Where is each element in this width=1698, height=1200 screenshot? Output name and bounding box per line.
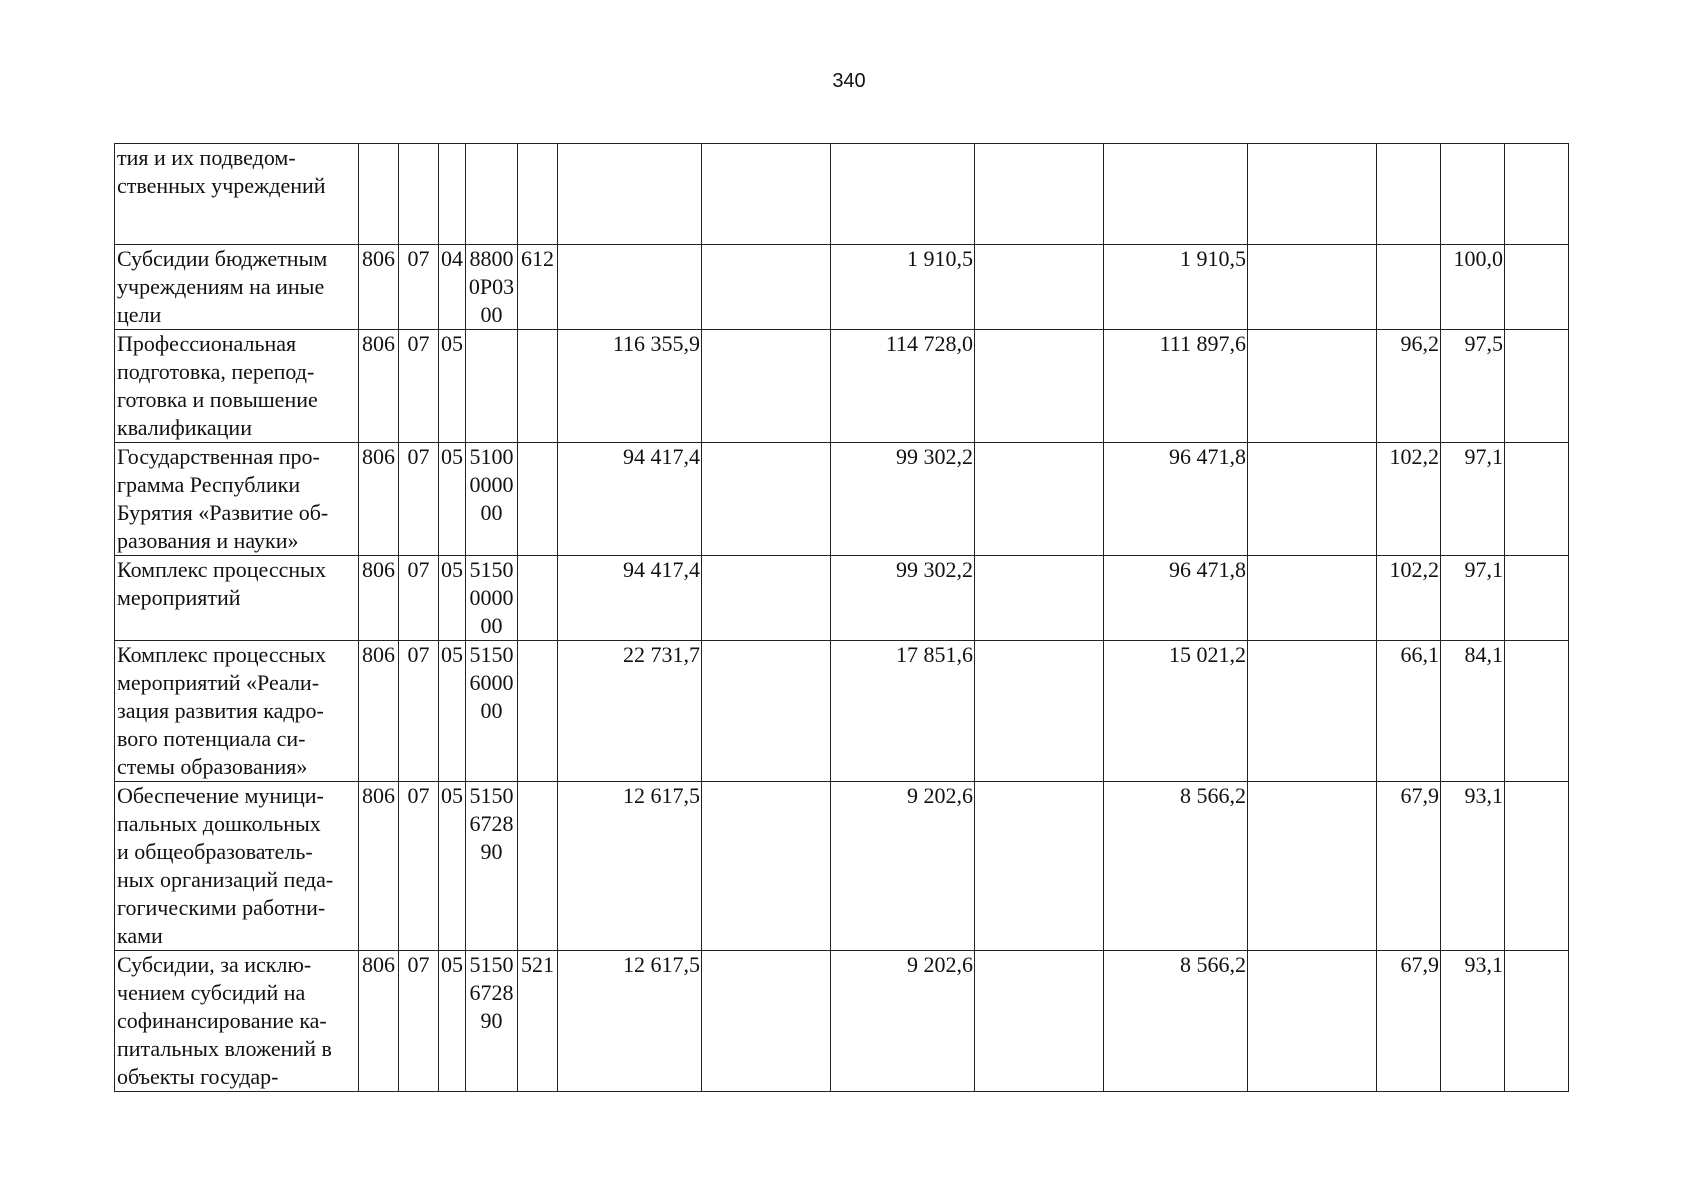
value-cell-v2 [702,782,831,951]
target-article-code-line [466,200,517,228]
page-number: 340 [832,70,866,92]
target-article-code-line [466,144,517,172]
target-article-code-line: 5100 [469,444,514,469]
expense-type-code [518,330,558,443]
table-row [115,144,1633,245]
row-name-line: ных организаций педа- [117,867,334,892]
expense-type-code: 612 [518,245,558,330]
target-article-code-line: 5150 [469,557,514,582]
section-code: 07 [399,782,439,951]
table-row [115,330,1633,443]
target-article-code [466,782,518,951]
value-cell-v9 [1505,782,1569,951]
value-cell-v1: 12 617,5 [558,782,702,951]
target-article-code-line: 90 [480,1008,503,1033]
expense-type-code [518,782,558,951]
ministry-code: 806 [359,245,399,330]
value-cell-v1: 116 355,9 [558,330,702,443]
value-cell-v5: 1 910,5 [1104,245,1248,330]
ministry-code [359,144,399,245]
value-cell-v1 [558,245,702,330]
value-cell-v3: 114 728,0 [831,330,975,443]
value-cell-v4 [975,556,1104,641]
value-cell-v2 [702,443,831,556]
target-article-code-line: 6000 [469,670,514,695]
subsection-code: 05 [439,641,466,782]
target-article-code-line: 8800 [469,246,514,271]
subsection-code: 05 [439,443,466,556]
value-cell-v8: 97,1 [1441,443,1505,556]
value-cell-v9 [1505,245,1569,330]
value-cell-v9 [1505,556,1569,641]
value-cell-v8: 100,0 [1441,245,1505,330]
value-cell-v4 [975,443,1104,556]
row-name-line: Комплекс процессных [117,642,326,667]
value-cell-v9 [1505,443,1569,556]
section-code: 07 [399,330,439,443]
value-cell-v1: 94 417,4 [558,443,702,556]
value-cell-v7: 66,1 [1377,641,1441,782]
subsection-code: 05 [439,951,466,1092]
value-cell-v3: 9 202,6 [831,951,975,1092]
target-article-code [466,443,518,556]
value-cell-v4 [975,951,1104,1092]
row-name-line: Бурятия «Развитие об- [117,500,329,525]
value-cell-v2 [702,144,831,245]
budget-table [114,143,1633,1092]
value-cell-v5: 96 471,8 [1104,556,1248,641]
value-cell-v8 [1441,144,1505,245]
table-row [115,951,1633,1092]
target-article-code [466,951,518,1092]
expense-type-code [518,641,558,782]
value-cell-v3: 9 202,6 [831,782,975,951]
value-cell-v4 [975,144,1104,245]
row-name-line: подготовка, перепод- [117,359,315,384]
value-cell-v5: 8 566,2 [1104,951,1248,1092]
row-name-line: стемы образования» [117,754,308,779]
value-cell-v8: 93,1 [1441,782,1505,951]
section-code: 07 [399,245,439,330]
value-cell-v6 [1248,641,1377,782]
value-cell-v4 [975,782,1104,951]
row-name-line: софинансирование ка- [117,1008,327,1033]
row-name-line: и общеобразователь- [117,839,313,864]
value-cell-v7: 96,2 [1377,330,1441,443]
table-body [115,144,1633,1092]
row-name-line: зация развития кадро- [117,698,324,723]
target-article-code-line: 00 [480,698,503,723]
value-cell-v6 [1248,330,1377,443]
target-article-code-line [466,330,517,358]
subsection-code: 04 [439,245,466,330]
section-code: 07 [399,641,439,782]
row-name-line: учреждениям на иные [117,274,325,299]
target-article-code-line: 00 [480,500,503,525]
value-cell-v2 [702,245,831,330]
row-name-line: объекты государ- [117,1064,279,1089]
value-cell-v3: 99 302,2 [831,556,975,641]
value-cell-v5: 15 021,2 [1104,641,1248,782]
value-cell-v1: 22 731,7 [558,641,702,782]
section-code: 07 [399,556,439,641]
table-row [115,556,1633,641]
ministry-code: 806 [359,782,399,951]
target-article-code-line: 5150 [469,783,514,808]
subsection-code: 05 [439,556,466,641]
target-article-code [466,641,518,782]
target-article-code-line: 6728 [469,980,514,1005]
value-cell-v7 [1377,144,1441,245]
value-cell-v6 [1248,443,1377,556]
value-cell-v5: 96 471,8 [1104,443,1248,556]
row-name-line: Государственная про- [117,444,320,469]
value-cell-v2 [702,556,831,641]
value-cell-v8: 93,1 [1441,951,1505,1092]
value-cell-v9 [1505,330,1569,443]
value-cell-v8: 84,1 [1441,641,1505,782]
row-name-line: Комплекс процессных [117,557,326,582]
value-cell-v2 [702,641,831,782]
target-article-code-line: 0Р03 [468,274,515,299]
value-cell-v9 [1505,144,1569,245]
subsection-code: 05 [439,330,466,443]
subsection-code [439,144,466,245]
expense-type-code [518,556,558,641]
row-name-line: вого потенциала си- [117,726,306,751]
expense-type-code [518,144,558,245]
ministry-code: 806 [359,330,399,443]
value-cell-v9 [1505,641,1569,782]
table-row [115,443,1633,556]
target-article-code-line: 00 [480,613,503,638]
row-name [115,951,359,1092]
expense-type-code [518,443,558,556]
value-cell-v5 [1104,144,1248,245]
section-code: 07 [399,951,439,1092]
value-cell-v5: 8 566,2 [1104,782,1248,951]
row-name-line: ственных учреждений [117,173,326,198]
row-name-line: квалификации [117,415,252,440]
table-row [115,641,1633,782]
section-code [399,144,439,245]
row-name-line: цели [117,302,162,327]
value-cell-v4 [975,330,1104,443]
value-cell-v6 [1248,556,1377,641]
value-cell-v7: 67,9 [1377,951,1441,1092]
target-article-code-line: 00 [480,302,503,327]
value-cell-v3: 1 910,5 [831,245,975,330]
target-article-code-line [466,172,517,200]
row-name-line: ками [117,923,163,948]
target-article-code-line: 0000 [469,472,514,497]
target-article-code [466,330,518,443]
expense-type-code: 521 [518,951,558,1092]
row-name-line: Профессиональная [117,331,297,356]
ministry-code: 806 [359,556,399,641]
value-cell-v8: 97,1 [1441,556,1505,641]
row-name-line: грамма Республики [117,472,301,497]
value-cell-v5: 111 897,6 [1104,330,1248,443]
target-article-code [466,144,518,245]
value-cell-v3: 17 851,6 [831,641,975,782]
row-name-line: мероприятий «Реали- [117,670,320,695]
target-article-code [466,556,518,641]
row-name [115,641,359,782]
row-name-line: питальных вложений в [117,1036,332,1061]
target-article-code-line: 5150 [469,952,514,977]
row-name-line: готовка и повышение [117,387,318,412]
value-cell-v6 [1248,951,1377,1092]
row-name-line: мероприятий [117,585,241,610]
row-name [115,330,359,443]
target-article-code-line: 5150 [469,642,514,667]
ministry-code: 806 [359,641,399,782]
value-cell-v1 [558,144,702,245]
subsection-code: 05 [439,782,466,951]
value-cell-v7: 67,9 [1377,782,1441,951]
target-article-code-line: 90 [480,839,503,864]
row-name [115,556,359,641]
value-cell-v2 [702,330,831,443]
value-cell-v6 [1248,144,1377,245]
ministry-code: 806 [359,443,399,556]
value-cell-v3: 99 302,2 [831,443,975,556]
value-cell-v4 [975,245,1104,330]
row-name [115,443,359,556]
row-name-line: пальных дошкольных [117,811,321,836]
row-name-line: тия и их подведом- [117,145,296,170]
row-name-line: гогическими работни- [117,895,326,920]
table-row [115,245,1633,330]
value-cell-v7 [1377,245,1441,330]
value-cell-v3 [831,144,975,245]
ministry-code: 806 [359,951,399,1092]
target-article-code-line: 6728 [469,811,514,836]
row-name-line: Субсидии бюджетным [117,246,328,271]
value-cell-v9 [1505,951,1569,1092]
row-name-line: разования и науки» [117,528,299,553]
value-cell-v7: 102,2 [1377,443,1441,556]
value-cell-v7: 102,2 [1377,556,1441,641]
target-article-code-line [466,386,517,414]
value-cell-v6 [1248,782,1377,951]
row-name-line: чением субсидий на [117,980,306,1005]
value-cell-v6 [1248,245,1377,330]
row-name [115,144,359,245]
row-name [115,245,359,330]
table-row [115,782,1633,951]
value-cell-v1: 12 617,5 [558,951,702,1092]
target-article-code-line [466,358,517,386]
row-name-line: Обеспечение муници- [117,783,324,808]
section-code: 07 [399,443,439,556]
value-cell-v1: 94 417,4 [558,556,702,641]
value-cell-v8: 97,5 [1441,330,1505,443]
value-cell-v4 [975,641,1104,782]
target-article-code-line: 0000 [469,585,514,610]
row-name [115,782,359,951]
row-name-line: Субсидии, за исклю- [117,952,312,977]
value-cell-v2 [702,951,831,1092]
target-article-code [466,245,518,330]
